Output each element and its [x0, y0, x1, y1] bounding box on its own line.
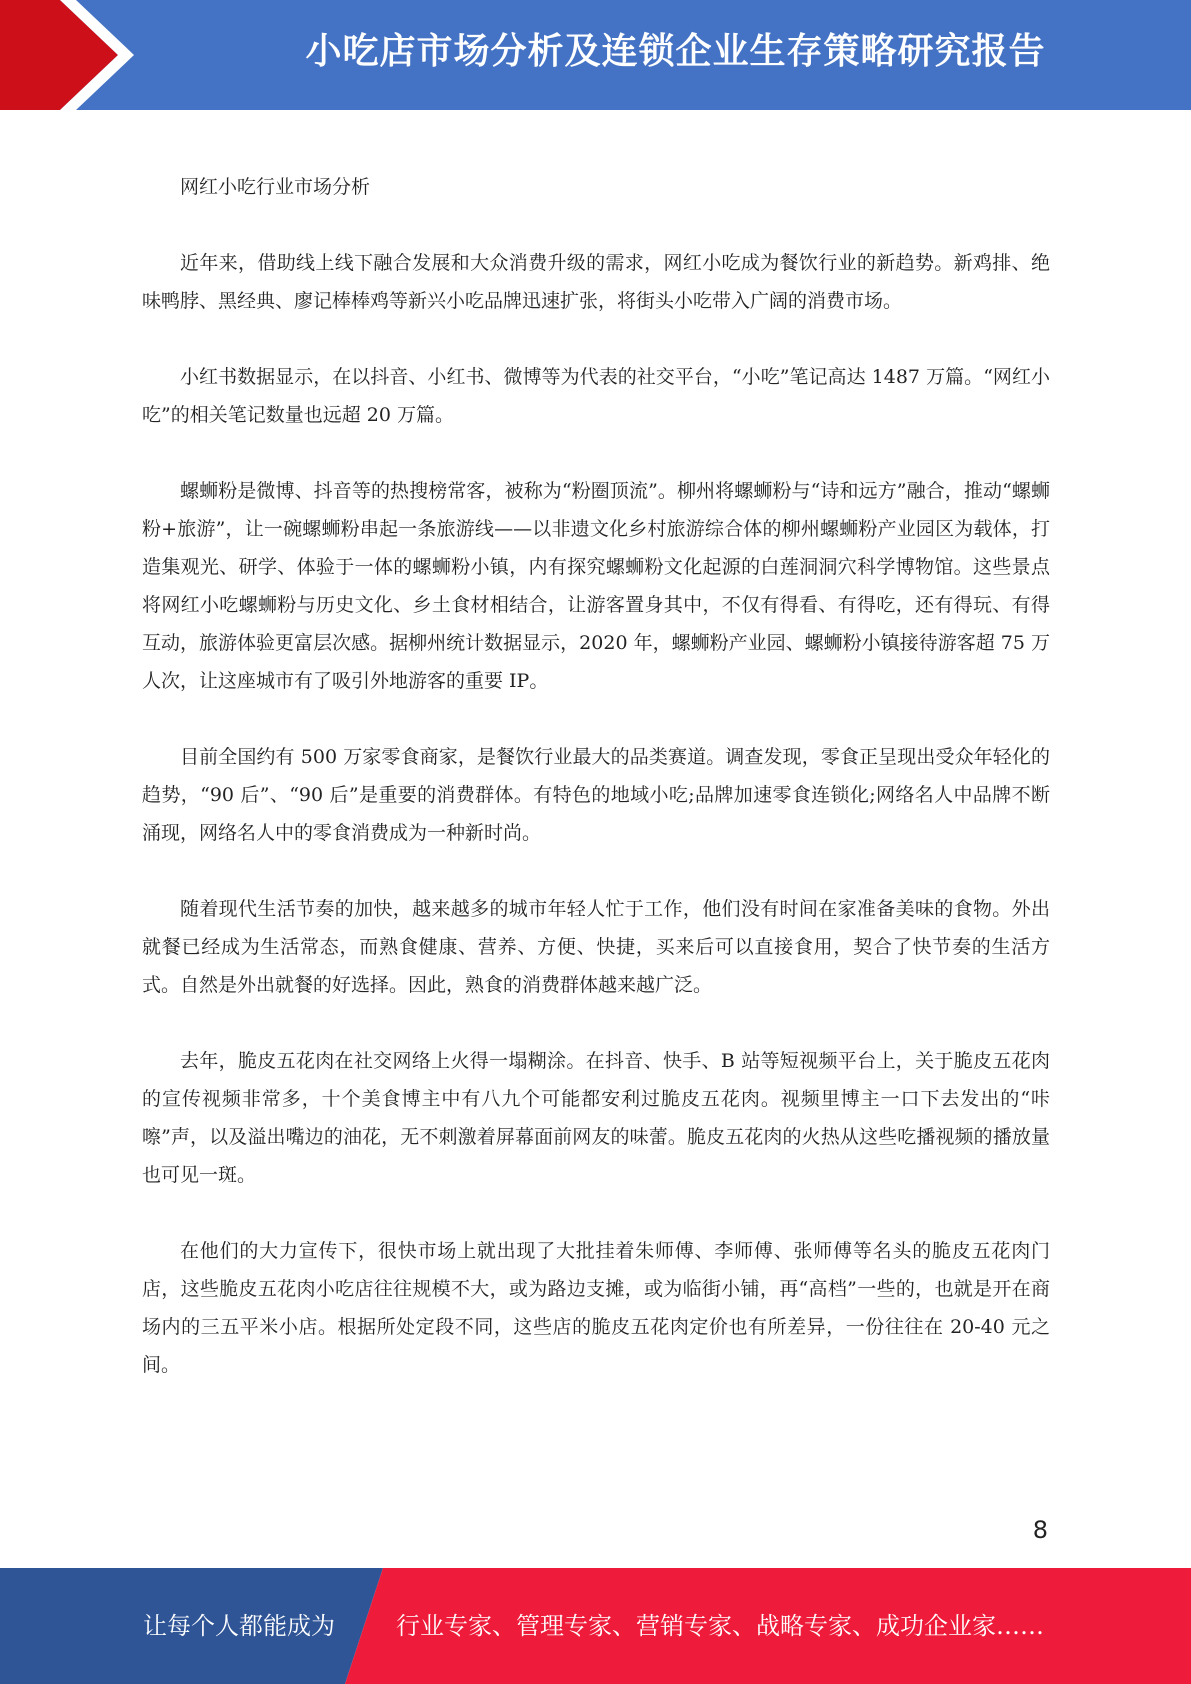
paragraph: 去年，脆皮五花肉在社交网络上火得一塌糊涂。在抖音、快手、B 站等短视频平台上，关于脆皮五花肉的宣传视频非常多，十个美食博主中有八九个可能都安利过脆皮五花肉。视频里博主一口下去发出的“咔嚓”声，以及溢出嘴边的油花，无不刺激着屏幕面前网友的味蕾。脆皮五花肉的火热从这些吃播视频的播放量也可见一斑。 [142, 1050, 1050, 1186]
page-footer [0, 1568, 1191, 1684]
paragraph: 目前全国约有 500 万家零食商家，是餐饮行业最大的品类赛道。调查发现，零食正呈现出受众年轻化的趋势，“90 后”、“90 后”是重要的消费群体。有特色的地域小吃;品牌加速零食连锁化;网络名人中品牌不断涌现，网络名人中的零食消费成为一种新时尚。 [142, 746, 1050, 844]
report-title: 小吃店市场分析及连锁企业生存策略研究报告 [305, 31, 1046, 72]
paragraph: 在他们的大力宣传下，很快市场上就出现了大批挂着朱师傅、李师傅、张师傅等名头的脆皮五花肉门店，这些脆皮五花肉小吃店往往规模不大，或为路边支摊，或为临街小铺，再“高档”一些的，也就是开在商场内的三五平米小店。根据所处定段不同，这些店的脆皮五花肉定价也有所差异，一份往往在 20-40 元之间。 [142, 1240, 1050, 1376]
red-arrow-decoration [0, 0, 160, 110]
page-number: 8 [1032, 1516, 1048, 1544]
section-title: 网红小吃行业市场分析 [180, 176, 371, 198]
paragraph: 随着现代生活节奏的加快，越来越多的城市年轻人忙于工作，他们没有时间在家准备美味的食物。外出就餐已经成为生活常态，而熟食健康、营养、方便、快捷，买来后可以直接食用，契合了快节奏的生活方式。自然是外出就餐的好选择。因此，熟食的消费群体越来越广泛。 [142, 898, 1050, 996]
footer-slogan-right: 行业专家、管理专家、营销专家、战略专家、成功企业家…… [396, 1612, 1044, 1640]
paragraph: 螺蛳粉是微博、抖音等的热搜榜常客，被称为“粉圈顶流”。柳州将螺蛳粉与“诗和远方”融合，推动“螺蛳粉+旅游”，让一碗螺蛳粉串起一条旅游线——以非遗文化乡村旅游综合体的柳州螺蛳粉产业园区为载体，打造集观光、研学、体验于一体的螺蛳粉小镇，内有探究螺蛳粉文化起源的白莲洞洞穴科学博物馆。这些景点将网红小吃螺蛳粉与历史文化、乡土食材相结合，让游客置身其中，不仅有得看、有得吃，还有得玩、有得互动，旅游体验更富层次感。据柳州统计数据显示，2020 年，螺蛳粉产业园、螺蛳粉小镇接待游客超 75 万人次，让这座城市有了吸引外地游客的重要 IP。 [142, 480, 1050, 692]
paragraph: 近年来，借助线上线下融合发展和大众消费升级的需求，网红小吃成为餐饮行业的新趋势。新鸡排、绝味鸭脖、黑经典、廖记棒棒鸡等新兴小吃品牌迅速扩张，将街头小吃带入广阔的消费市场。 [142, 252, 1050, 312]
footer-slogan-left: 让每个人都能成为 [143, 1612, 335, 1640]
paragraph: 小红书数据显示，在以抖音、小红书、微博等为代表的社交平台，“小吃”笔记高达 1487 万篇。“网红小吃”的相关笔记数量也远超 20 万篇。 [142, 366, 1050, 426]
document-body [142, 168, 1050, 1384]
page-header [0, 0, 1191, 110]
